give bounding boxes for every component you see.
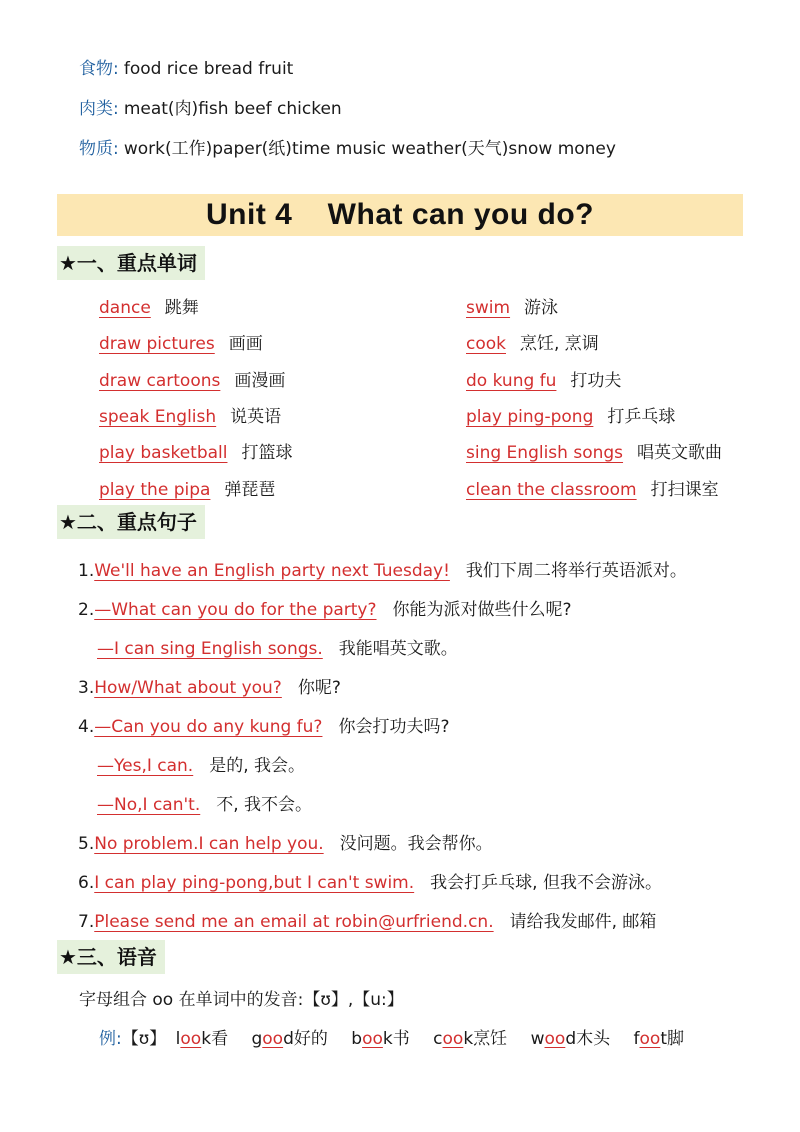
sentence-chinese: 没问题。我会帮你。 bbox=[339, 834, 493, 854]
vocab-item bbox=[466, 329, 599, 354]
example-sound: 【ʊ】 bbox=[121, 1029, 167, 1049]
category-label: 物质: bbox=[79, 139, 119, 159]
sentence-item bbox=[78, 556, 687, 581]
vocab-item bbox=[99, 402, 281, 427]
word-suffix: d bbox=[283, 1029, 294, 1049]
example-word bbox=[531, 1029, 611, 1049]
vocab-chinese: 画漫画 bbox=[234, 371, 286, 391]
category-label: 食物: bbox=[79, 59, 119, 79]
vocab-english: speak English bbox=[99, 407, 217, 427]
vocab-english: play basketball bbox=[99, 443, 228, 463]
sentence-item bbox=[97, 751, 305, 776]
example-word bbox=[634, 1029, 684, 1049]
vocab-item bbox=[466, 438, 722, 463]
category-label: 肉类: bbox=[79, 99, 119, 119]
category-meat bbox=[79, 94, 342, 119]
vocab-chinese: 画画 bbox=[228, 334, 263, 354]
word-suffix: k bbox=[201, 1029, 212, 1049]
example-word bbox=[433, 1029, 507, 1049]
sentence-english: Please send me an email at robin@urfriend.cn. bbox=[94, 912, 494, 932]
sentence-number: 3. bbox=[78, 678, 95, 698]
sentence-chinese: 我能唱英文歌。 bbox=[338, 639, 458, 659]
category-substance bbox=[79, 134, 616, 159]
vocab-chinese: 跳舞 bbox=[164, 298, 199, 318]
example-word bbox=[176, 1029, 228, 1049]
example-word bbox=[351, 1029, 409, 1049]
word-chinese: 木头 bbox=[576, 1029, 611, 1049]
sentence-english: We'll have an English party next Tuesday! bbox=[94, 561, 450, 581]
vocab-item bbox=[99, 329, 263, 354]
vocab-chinese: 打扫课室 bbox=[650, 480, 719, 500]
vocab-item bbox=[466, 475, 719, 500]
sentence-chinese: 你能为派对做些什么呢? bbox=[392, 600, 572, 620]
sentence-chinese: 不, 我不会。 bbox=[216, 795, 313, 815]
vocab-english: draw pictures bbox=[99, 334, 215, 354]
sentence-english: —Yes,I can. bbox=[97, 756, 194, 776]
sentence-chinese: 我们下周二将举行英语派对。 bbox=[465, 561, 687, 581]
example-word bbox=[251, 1029, 327, 1049]
vocab-item bbox=[466, 293, 558, 318]
vocab-item bbox=[466, 366, 621, 391]
word-suffix: d bbox=[565, 1029, 577, 1049]
word-chinese: 脚 bbox=[667, 1029, 684, 1049]
sentence-chinese: 是的, 我会。 bbox=[209, 756, 306, 776]
sentence-chinese: 请给我发邮件, 邮箱 bbox=[509, 912, 657, 932]
phonics-intro: 字母组合 oo 在单词中的发音:【ʊ】,【u:】 bbox=[79, 990, 404, 1010]
sentence-english: How/What about you? bbox=[94, 678, 282, 698]
word-oo: oo bbox=[639, 1029, 661, 1049]
vocab-chinese: 说英语 bbox=[230, 407, 282, 427]
word-suffix: k bbox=[382, 1029, 393, 1049]
sentence-english: —I can sing English songs. bbox=[97, 639, 323, 659]
vocab-english: do kung fu bbox=[466, 371, 557, 391]
sentence-number: 7. bbox=[78, 912, 95, 932]
word-oo: oo bbox=[442, 1029, 464, 1049]
vocab-chinese: 打乒乓球 bbox=[607, 407, 676, 427]
word-prefix: b bbox=[351, 1029, 363, 1049]
sentence-number: 4. bbox=[78, 717, 95, 737]
sentence-english: —Can you do any kung fu? bbox=[94, 717, 323, 737]
sentence-number: 6. bbox=[78, 873, 95, 893]
unit-title: Unit 4 What can you do? bbox=[206, 198, 594, 231]
vocab-english: sing English songs bbox=[466, 443, 624, 463]
sentence-english: No problem.I can help you. bbox=[94, 834, 324, 854]
sentence-chinese: 你呢? bbox=[297, 678, 341, 698]
vocab-english: play ping-pong bbox=[466, 407, 594, 427]
sentence-number: 5. bbox=[78, 834, 95, 854]
vocab-chinese: 唱英文歌曲 bbox=[637, 443, 723, 463]
vocab-chinese: 弹琵琶 bbox=[224, 480, 276, 500]
unit-title-bar bbox=[57, 194, 743, 236]
sentence-number: 1. bbox=[78, 561, 95, 581]
sentence-item bbox=[78, 595, 572, 620]
sentence-english: —No,I can't. bbox=[97, 795, 201, 815]
vocab-english: swim bbox=[466, 298, 511, 318]
phonics-examples bbox=[99, 1024, 684, 1049]
word-prefix: c bbox=[433, 1029, 443, 1049]
word-suffix: t bbox=[660, 1029, 667, 1049]
vocab-english: clean the classroom bbox=[466, 480, 637, 500]
word-chinese: 书 bbox=[392, 1029, 410, 1049]
category-text: food rice bread fruit bbox=[123, 59, 294, 79]
sentence-item bbox=[78, 673, 341, 698]
vocab-chinese: 打篮球 bbox=[241, 443, 293, 463]
word-prefix: g bbox=[251, 1029, 263, 1049]
vocab-english: play the pipa bbox=[99, 480, 211, 500]
vocab-item bbox=[466, 402, 675, 427]
vocab-item bbox=[99, 293, 199, 318]
sentence-english: I can play ping-pong,but I can't swim. bbox=[94, 873, 415, 893]
word-oo: oo bbox=[544, 1029, 566, 1049]
vocab-chinese: 游泳 bbox=[524, 298, 559, 318]
vocab-chinese: 烹饪, 烹调 bbox=[520, 334, 599, 354]
word-chinese: 烹饪 bbox=[473, 1029, 508, 1049]
vocab-item bbox=[99, 438, 292, 463]
word-suffix: k bbox=[463, 1029, 474, 1049]
category-text: work(工作)paper(纸)time music weather(天气)snow money bbox=[123, 139, 616, 159]
sentence-item bbox=[78, 868, 662, 893]
sentences-section-heading: ★二、重点句子 bbox=[57, 505, 205, 539]
sentence-english: —What can you do for the party? bbox=[94, 600, 377, 620]
sentence-chinese: 我会打乒乓球, 但我不会游泳。 bbox=[430, 873, 662, 893]
word-prefix: f bbox=[633, 1029, 640, 1049]
vocab-english: cook bbox=[466, 334, 506, 354]
vocab-section-heading: ★一、重点单词 bbox=[57, 246, 205, 280]
word-prefix: l bbox=[175, 1029, 181, 1049]
word-chinese: 好的 bbox=[293, 1029, 328, 1049]
sentence-chinese: 你会打功夫吗? bbox=[338, 717, 450, 737]
vocab-item bbox=[99, 475, 275, 500]
sentence-number: 2. bbox=[78, 600, 95, 620]
sentence-item bbox=[78, 907, 656, 932]
word-oo: oo bbox=[362, 1029, 383, 1049]
example-label: 例: bbox=[99, 1029, 122, 1049]
word-oo: oo bbox=[180, 1029, 202, 1049]
vocab-english: dance bbox=[99, 298, 151, 318]
category-text: meat(肉)fish beef chicken bbox=[123, 99, 342, 119]
vocab-chinese: 打功夫 bbox=[570, 371, 622, 391]
word-chinese: 看 bbox=[211, 1029, 229, 1049]
word-prefix: w bbox=[530, 1029, 545, 1049]
phonics-section-heading: ★三、语音 bbox=[57, 940, 165, 974]
vocab-item bbox=[99, 366, 285, 391]
sentence-item bbox=[78, 712, 449, 737]
category-food bbox=[79, 54, 293, 79]
word-oo: oo bbox=[262, 1029, 284, 1049]
sentence-item bbox=[97, 634, 458, 659]
vocab-english: draw cartoons bbox=[99, 371, 221, 391]
sentence-item bbox=[97, 790, 312, 815]
sentence-item bbox=[78, 829, 493, 854]
